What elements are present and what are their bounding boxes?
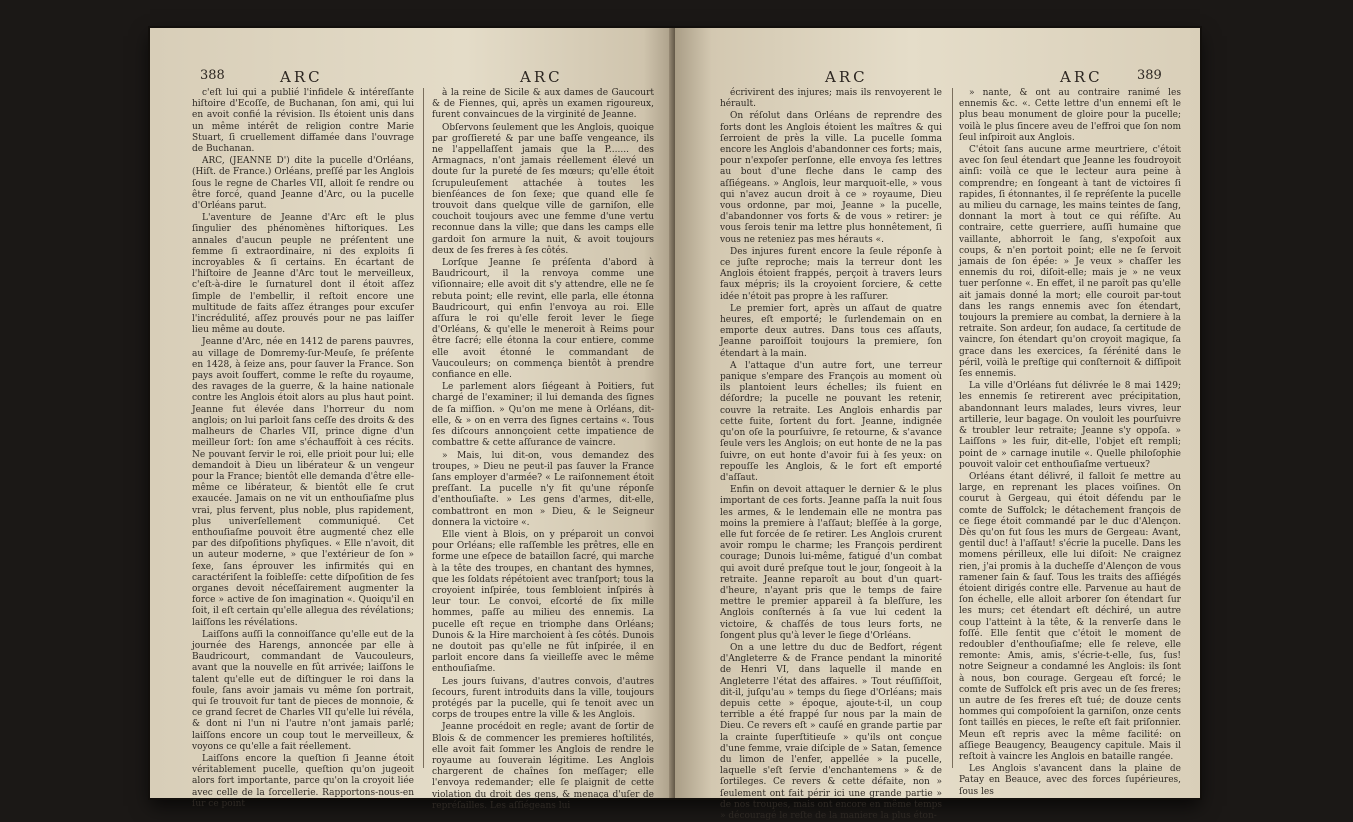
left-page (150, 28, 675, 811)
column-divider (423, 88, 424, 768)
right-page (675, 28, 1200, 821)
paragraph: L'aventure de Jeanne d'Arc eſt le plus ſingulier des phénomènes hiſtoriques. Les annales d'aucun peuple ne préſentent une femme ſi extraordinaire, ni des exploits ſi incroyables & ſi certains. En écartant de l'hiſtoire de Jeanne d'Arc tout le merveilleux, c'eſt-à-dire le ſurnaturel dont il étoit aſſez ſimple de l'embellir, il reſtoit encore une multitude de faits aſſez étranges pour excuſer l'incrédulité, aſſez prouvés pour ne pas laiſſer lieu même au doute. (192, 213, 414, 336)
right-page-column-2 (959, 88, 1181, 797)
running-head-right-col1: ARC (825, 68, 868, 86)
paragraph: Le premier fort, après un aſſaut de quatre heures, eſt emporté; le ſurlendemain on en emporte deux autres. Dans tous ces aſſauts, Jeanne paroiſſoit toujours la premiere, ſon étendart à la main. (720, 303, 942, 359)
right-page-column-1 (720, 88, 942, 821)
running-head-right-col2: ARC (1060, 68, 1103, 86)
paragraph: Enfin on devoit attaquer le dernier & le plus important de ces forts. Jeanne paſſa la nuit ſous les armes, & le lendemain elle ne montra pas moins la premiere à l'aſſaut; bleſſée à la gorge, elle fut forcée de ſe retirer. Les Anglois crurent avoir rompu le charme; les François perdirent courage; Dunois lui-même, fatigué d'un combat qui avoit duré preſque tout le jour, ſongeoit à la retraite. Jeanne reparoît au bout d'un quart-d'heure, n'ayant pris que le temps de faire mettre le premier appareil à ſa bleſſure, les Anglois conſternés à ſa vue lui cedent la victoire, & chaſſés de tous leurs forts, ne ſongent plus qu'à lever le ſiege d'Orléans. (720, 485, 942, 641)
left-page-column-1 (192, 88, 414, 809)
paragraph: Lorſque Jeanne ſe préſenta d'abord à Baudricourt, il la renvoya comme une viſionnaire; elle avoit dit s'y attendre, elle ne ſe rebuta point; elle revint, elle parla, elle étonna Baudricourt, qui enfin l'envoya au roi. Elle aſſura le roi qu'elle feroit lever le ſiege d'Orléans, & qu'elle le meneroit à Reims pour être ſacré; elle étonna la cour entiere, comme elle avoit étonné le commandant de Vaucouleurs; on commença bientôt à prendre confiance en elle. (432, 258, 654, 381)
running-head-left-col2: ARC (520, 68, 563, 86)
paragraph: Elle vient à Blois, on y préparoit un convoi pour Orléans; elle raſſemble les prêtres, elle en forme une eſpece de bataillon ſacré, qui marche à la tête des troupes, en chantant des hymnes, que les ſoldats répétoient avec tranſport; tous la croyoient inſpirée, tous ſembloient inſpirés à leur tour. Le convoi, eſcorté de ſix mille hommes, paſſe au milieu des ennemis. La pucelle eſt reçue en triomphe dans Orléans; Dunois & la Hire marchoient à ſes côtés. Dunois ne doutoit pas qu'elle ne fût inſpirée, il en parloit encore dans ſa vieilleſſe avec le même enthouſiaſme. (432, 529, 654, 675)
paragraph: Jeanne procédoit en regle; avant de ſortir de Blois & de commencer les premieres hoſtilités, elle avoit fait ſommer les Anglois de rendre le royaume au ſouverain légitime. Les Anglois chargerent de chaînes ſon meſſager; elle l'envoya redemander; elle ſe plaignit de cette violation du droit des gens, & menaça d'uſer de repréſailles. Les aſſiégeans lui (432, 722, 654, 811)
paragraph: La ville d'Orléans fut délivrée le 8 mai 1429; les ennemis ſe retirerent avec précipitation, abandonnant leurs malades, leurs vivres, leur artillerie, leur bagage. On vouloit les pourſuivre & troubler leur retraite; Jeanne s'y oppoſa. » Laiſſons » les fuir, dit-elle, l'objet eſt rempli; point de » carnage inutile «. Quelle philoſophie pouvoit valoir cet enthouſiaſme vertueux? (959, 381, 1181, 470)
paragraph: c'eſt lui qui a publié l'infidele & intéreſſante hiſtoire d'Ecoſſe, de Buchanan, ſon ami, qui lui en avoit confié la révision. Ils étoient unis dans un même intérêt de religion contre Marie Stuart, ſi cruellement diffamée dans l'ouvrage de Buchanan. (192, 88, 414, 155)
column-divider (952, 88, 953, 768)
paragraph: C'étoit ſans aucune arme meurtriere, c'étoit avec ſon ſeul étendart que Jeanne les foudroyoit ainſi: voilà ce que le lecteur aura peine à comprendre; en ſongeant à tant de victoires ſi rapides, ſi étonnantes, il ſe repréſente la pucelle au milieu du carnage, les mains teintes de ſang, donnant la mort à tout ce qui réſiſte. Au contraire, cette guerriere, auſſi humaine que vaillante, abhorroit le ſang, s'expoſoit aux coups, & n'en portoit point; elle ne ſe ſervoit jamais de ſon épée: » Je veux » chaſſer les ennemis du roi, diſoit-elle; mais je » ne veux tuer perſonne «. En effet, il ne paroît pas qu'elle ait jamais donné la mort; elle couroit par-tout dans les rangs ennemis avec ſon étendart, toujours la premiere au combat, la derniere à la retraite. Son ardeur, ſon audace, ſa certitude de vaincre, ſon étendart qu'on croyoit magique, ſa grace dans les exercices, ſa ſérénité dans le péril, voilà le preſtige qui conſternoit & diſſipoit ſes ennemis. (959, 145, 1181, 380)
paragraph: écrivirent des injures; mais ils renvoyerent le hérault. (720, 88, 942, 110)
paragraph: Les jours ſuivans, d'autres convois, d'autres ſecours, furent introduits dans la ville, toujours protégés par la pucelle, qui ſe tenoit avec un corps de troupes entre la ville & les Anglois. (432, 676, 654, 721)
book-spread (150, 28, 1200, 821)
page-number-right: 389 (1137, 68, 1162, 83)
paragraph: On a une lettre du duc de Bedfort, régent d'Angleterre & de France pendant la minorité de Henri VI, dans laquelle il mande en Angleterre l'état des affaires. » Tout réuſſiſſoit, dit-il, juſqu'au » temps du ſiege d'Orléans; mais depuis cette » époque, ajoute-t-il, un coup terrible a été frappé ſur nous par la main de Dieu. Ce revers eſt » cauſé en grande partie par la crainte ſuperſtitieuſe » qu'ils ont conçue d'une femme, vraie diſciple de » Satan, ſemence du limon de l'enfer, appellée » la pucelle, laquelle s'eſt ſervie d'enchantemens » & de ſortileges. Ce revers & cette défaite, non » ſeulement ont fait périr ici une grande partie » de nos troupes, mais ont encore en même temps » découragé le reſte de la maniere la plus éton- (720, 642, 942, 821)
paragraph: ARC, (JEANNE D') dite la pucelle d'Orléans, (Hiſt. de France.) Orléans, preſſé par les Anglois ſous le regne de Charles VII, alloit ſe rendre ou être forcé, quand Jeanne d'Arc, ou la pucelle d'Orléans parut. (192, 156, 414, 212)
paragraph: A l'attaque d'un autre fort, une terreur panique s'empare des François au moment où ils plantoient leurs échelles; ils fuient en déſordre; la pucelle ne pouvant les retenir, couvre la retraite. Les Anglois enhardis par cette fuite, ſortent du fort. Jeanne, indignée qu'on oſe la pourſuivre, ſe retourne, & s'avance ſeule vers les Anglois; on eut honte de ne la pas ſuivre, on eut honte d'avoir fui à ſes yeux: on repouſſe les Anglois, & le fort eſt emporté d'aſſaut. (720, 360, 942, 483)
page-number-left: 388 (200, 68, 225, 83)
paragraph: Laiſſons auſſi la connoiſſance qu'elle eut de la journée des Harengs, annoncée par elle à Baudricourt, commandant de Vaucouleurs, avant que la nouvelle en fût arrivée; laiſſons le talent qu'elle eut de diſtinguer le roi dans la foule, ſans avoir jamais vu même ſon portrait, qui ſe trouvoit fur tant de pieces de monnoie, & ce grand ſecret de Charles VII qu'elle lui révéla, & dont ni l'un ni l'autre n'ont jamais parlé; laiſſons encore un coup tout le merveilleux, & voyons ce qu'elle a fait réellement. (192, 629, 414, 752)
paragraph: Des injures furent encore la ſeule réponſe à ce juſte reproche; mais la terreur dont les Anglois étoient frappés, perçoit à travers leurs faux mépris; ils la croyoient ſorciere, & cette idée n'étoit pas propre à les raſſurer. (720, 246, 942, 302)
paragraph: à la reine de Sicile & aux dames de Gaucourt & de Fiennes, qui, après un examen rigoureux, furent convaincues de la virginité de Jeanne. (432, 88, 654, 121)
paragraph: Laiſſons encore la queſtion ſi Jeanne étoit véritablement pucelle, queſtion qu'on jugeoit alors fort importante, parce qu'on la croyoit liée avec celle de la ſorcellerie. Rapportons-nous-en ſur ce point (192, 753, 414, 809)
paragraph: Le parlement alors ſiégeant à Poitiers, fut chargé de l'examiner; il lui demanda des ſignes de ſa miſſion. » Qu'on me mene à Orléans, dit-elle, & » on en verra des ſignes certains «. Tous ſes diſcours annonçoient cette impatience de combattre & cette aſſurance de vaincre. (432, 382, 654, 449)
left-page-column-2 (432, 88, 654, 811)
paragraph: Les Anglois s'avancent dans la plaine de Patay en Beauce, avec des forces ſupérieures, ſous les (959, 764, 1181, 797)
running-head-left-col1: ARC (280, 68, 323, 86)
paragraph: » Mais, lui dit-on, vous demandez des troupes, » Dieu ne peut-il pas ſauver la France ſans employer d'armée? « Le raiſonnement étoit preſſant. La pucelle n'y fit qu'une réponſe d'enthouſiaſte. » Les gens d'armes, dit-elle, combattront en mon » Dieu, & le Seigneur donnera la victoire «. (432, 450, 654, 528)
paragraph: » nante, & ont au contraire ranimé les ennemis &c. «. Cette lettre d'un ennemi eſt le plus beau monument de gloire pour la pucelle; voilà le plus ſincere aveu de l'effroi que ſon nom ſeul inſpiroit aux Anglois. (959, 88, 1181, 143)
paragraph: Orléans étant délivré, il falloit ſe mettre au large, en reprenant les places voiſines. On courut à Gergeau, qui étoit défendu par le comte de Suffolck; le détachement françois de ce ſiege étoit commandé par le duc d'Alençon. Dès qu'on fut ſous les murs de Gergeau: Avant, gentil duc! à l'aſſaut! s'écrie la pucelle. Dans les momens périlleux, elle lui diſoit: Ne craignez rien, j'ai promis à la ducheſſe d'Alençon de vous ramener ſain & ſauf. Tous les traits des aſſiégés étoient dirigés contre elle. Parvenue au haut de ſon échelle, elle alloit arborer ſon étendart ſur les murs; cet étendart eſt déchiré, un autre coup l'atteint à la tête, & la renverſe dans le foſſé. Elle ſentit que c'étoit le moment de redoubler d'enthouſiaſme; elle ſe releve, elle remonte: Amis, amis, s'écrie-t-elle, ſus, ſus! notre Seigneur a condamné les Anglois: ils ſont à nous, bon courage. Gergeau eſt forcé; le comte de Suffolck eſt pris avec un de ſes freres; un autre de ſes freres eſt tué; de douze cents hommes qui compoſoient la garniſon, onze cents ſont taillés en pieces, le reſte eſt fait priſonnier. Meun eſt repris avec la même facilité: on aſſiege Beaugency, Beaugency capitule. Mais il reſtoit à vaincre les Anglois en bataille rangée. (959, 471, 1181, 762)
paragraph: Obſervons ſeulement que les Anglois, quoique par groſſiereté & par une baſſe vengeance, ils ne l'appellaſſent jamais que la P....... des Armagnacs, n'ont jamais réellement élevé un doute ſur la pureté de ſes mœurs; qu'elle étoit ſcrupuleuſement attachée à toutes les bienſéances de ſon ſexe; que quand elle ſe trouvoit dans quelque ville de garniſon, elle couchoit toujours avec une femme d'une vertu reconnue dans la ville; que dans les camps elle gardoit ſon armure la nuit, & avoit toujours deux de ſes freres à ſes côtés. (432, 122, 654, 256)
paragraph: On réſolut dans Orléans de reprendre des forts dont les Anglois étoient les maîtres & qui ſerroient de près la ville. La pucelle ſomma encore les Anglois d'abandonner ces forts; mais, pour n'expoſer perſonne, elle envoya ſes lettres au bout d'une fleche dans le camp des aſſiégeans. » Anglois, leur marquoit-elle, » vous qui n'avez aucun droit à ce » royaume, Dieu vous ordonne, par moi, Jeanne » la pucelle, d'abandonner vos forts & de vous » retirer: je vous ſerois tenir ma lettre plus honnêtement, ſi vous ne reteniez pas mes hérauts «. (720, 111, 942, 245)
paragraph: Jeanne d'Arc, née en 1412 de parens pauvres, au village de Domremy-ſur-Meuſe, ſe préſente en 1428, à ſeize ans, pour ſauver la France. Son pays avoit ſouffert, comme le reſte du royaume, des ravages de la guerre, & la haine nationale contre les Anglois étoit alors au plus haut point. Jeanne fut élevée dans l'horreur du nom anglois; on lui parloit ſans ceſſe des droits & des malheurs de Charles VII, prince digne d'un meilleur ſort: ſon ame s'échauffoit à ces récits. Ne pouvant ſervir le roi, elle prioit pour lui; elle demandoit à Dieu un libérateur & un vengeur pour la France; bientôt elle demanda d'être elle-même ce libérateur, & bientôt elle ſe crut exaucée. Jamais on ne vit un enthouſiaſme plus vrai, plus fervent, plus noble, plus rapidement, plus univerſellement communiqué. Cet enthouſiaſme pouvoit être augmenté chez elle par des diſpoſitions phyſiques. « Elle n'avoit, dit un auteur moderne, » que l'extérieur de ſon » ſexe, ſans éprouver les infirmités qui en caractériſent la foibleſſe: cette diſpoſition de ſes organes devoit néceſſairement augmenter la force » active de ſon imagination «. Quoiqu'il en ſoit, il eſt certain qu'elle allegua des révélations; laiſſons les révélations. (192, 337, 414, 628)
